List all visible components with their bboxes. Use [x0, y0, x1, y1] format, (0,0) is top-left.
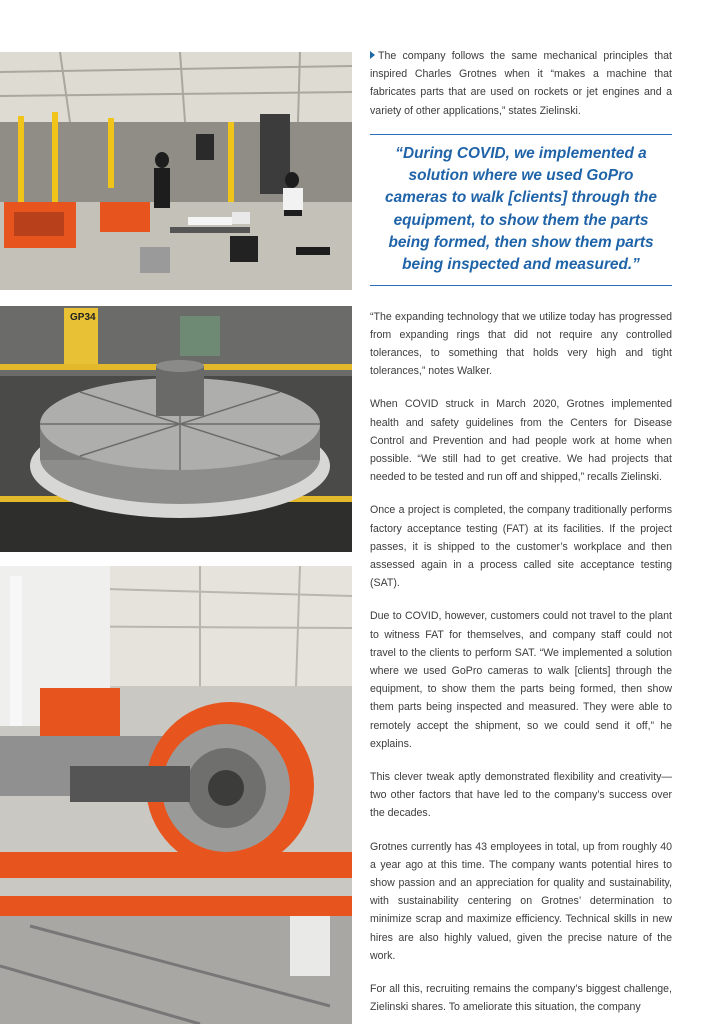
paragraph-1: [370, 47, 672, 120]
paragraph-7: Grotnes currently has 43 employees in total, up from roughly 40 a year ago at this time. The company wants potential hires to show passion and an appreciation for quality and sustainability, with sustainability centering on Grotnes’ determination to minimize scrap and maximize efficiency. Technical skills in new hires are also highly valued, given the precise nature of the work.: [370, 840, 672, 962]
factory-floor-photo: [0, 52, 352, 290]
expanding-ring-machine-photo: [0, 306, 352, 552]
article-body: [370, 47, 672, 1032]
paragraph-marker-icon: [370, 51, 375, 59]
paragraph-2: “The expanding technology that we utilize today has progressed from expanding rings that did not require any controlled tolerances, to something that holds very high and tight tolerances,” notes Walker.: [370, 310, 672, 378]
paragraph-5: Due to COVID, however, customers could not travel to the plant to witness FAT for themselves, and company staff could not travel to the clients to perform SAT. “We implemented a solution where we used GoPro cameras to walk [clients] through the equipment, to show them the parts being formed, then show them parts being inspected and measured. They were able to remotely accept the shipment, so we could send it off,” he explains.: [370, 610, 672, 750]
orange-forming-machine-photo: [0, 566, 352, 1024]
machine-label: GP34: [70, 312, 96, 323]
paragraph-3: When COVID struck in March 2020, Grotnes implemented health and safety guidelines from the Centers for Disease Control and Prevention and had people work at home when possible. “We still had to get creative. We had projects that needed to be tested and run off and shipped,” recalls Zielinski.: [370, 398, 672, 484]
paragraph-8: For all this, recruiting remains the company’s biggest challenge, Zielinski shares. To ameliorate this situation, the company: [370, 983, 672, 1014]
paragraph-1-text: The company follows the same mechanical principles that inspired Charles Grotnes when it “makes a machine that fabricates parts that are used on rockets or jet engines and a variety of other applications,” states Zielinski.: [370, 50, 672, 117]
paragraph-4: Once a project is completed, the company traditionally performs factory acceptance testing (FAT) at its facilities. If the project passes, it is shipped to the customer’s workplace and then assessed again in a process called site acceptance testing (SAT).: [370, 504, 672, 590]
paragraph-6: This clever tweak aptly demonstrated flexibility and creativity—two other factors that have led to the company’s success over the decades.: [370, 771, 672, 820]
pull-quote: “During COVID, we implemented a solution where we used GoPro cameras to walk [clients] through the equipment, to show them the parts being formed, then show them parts being inspected and measured.”: [370, 134, 672, 286]
